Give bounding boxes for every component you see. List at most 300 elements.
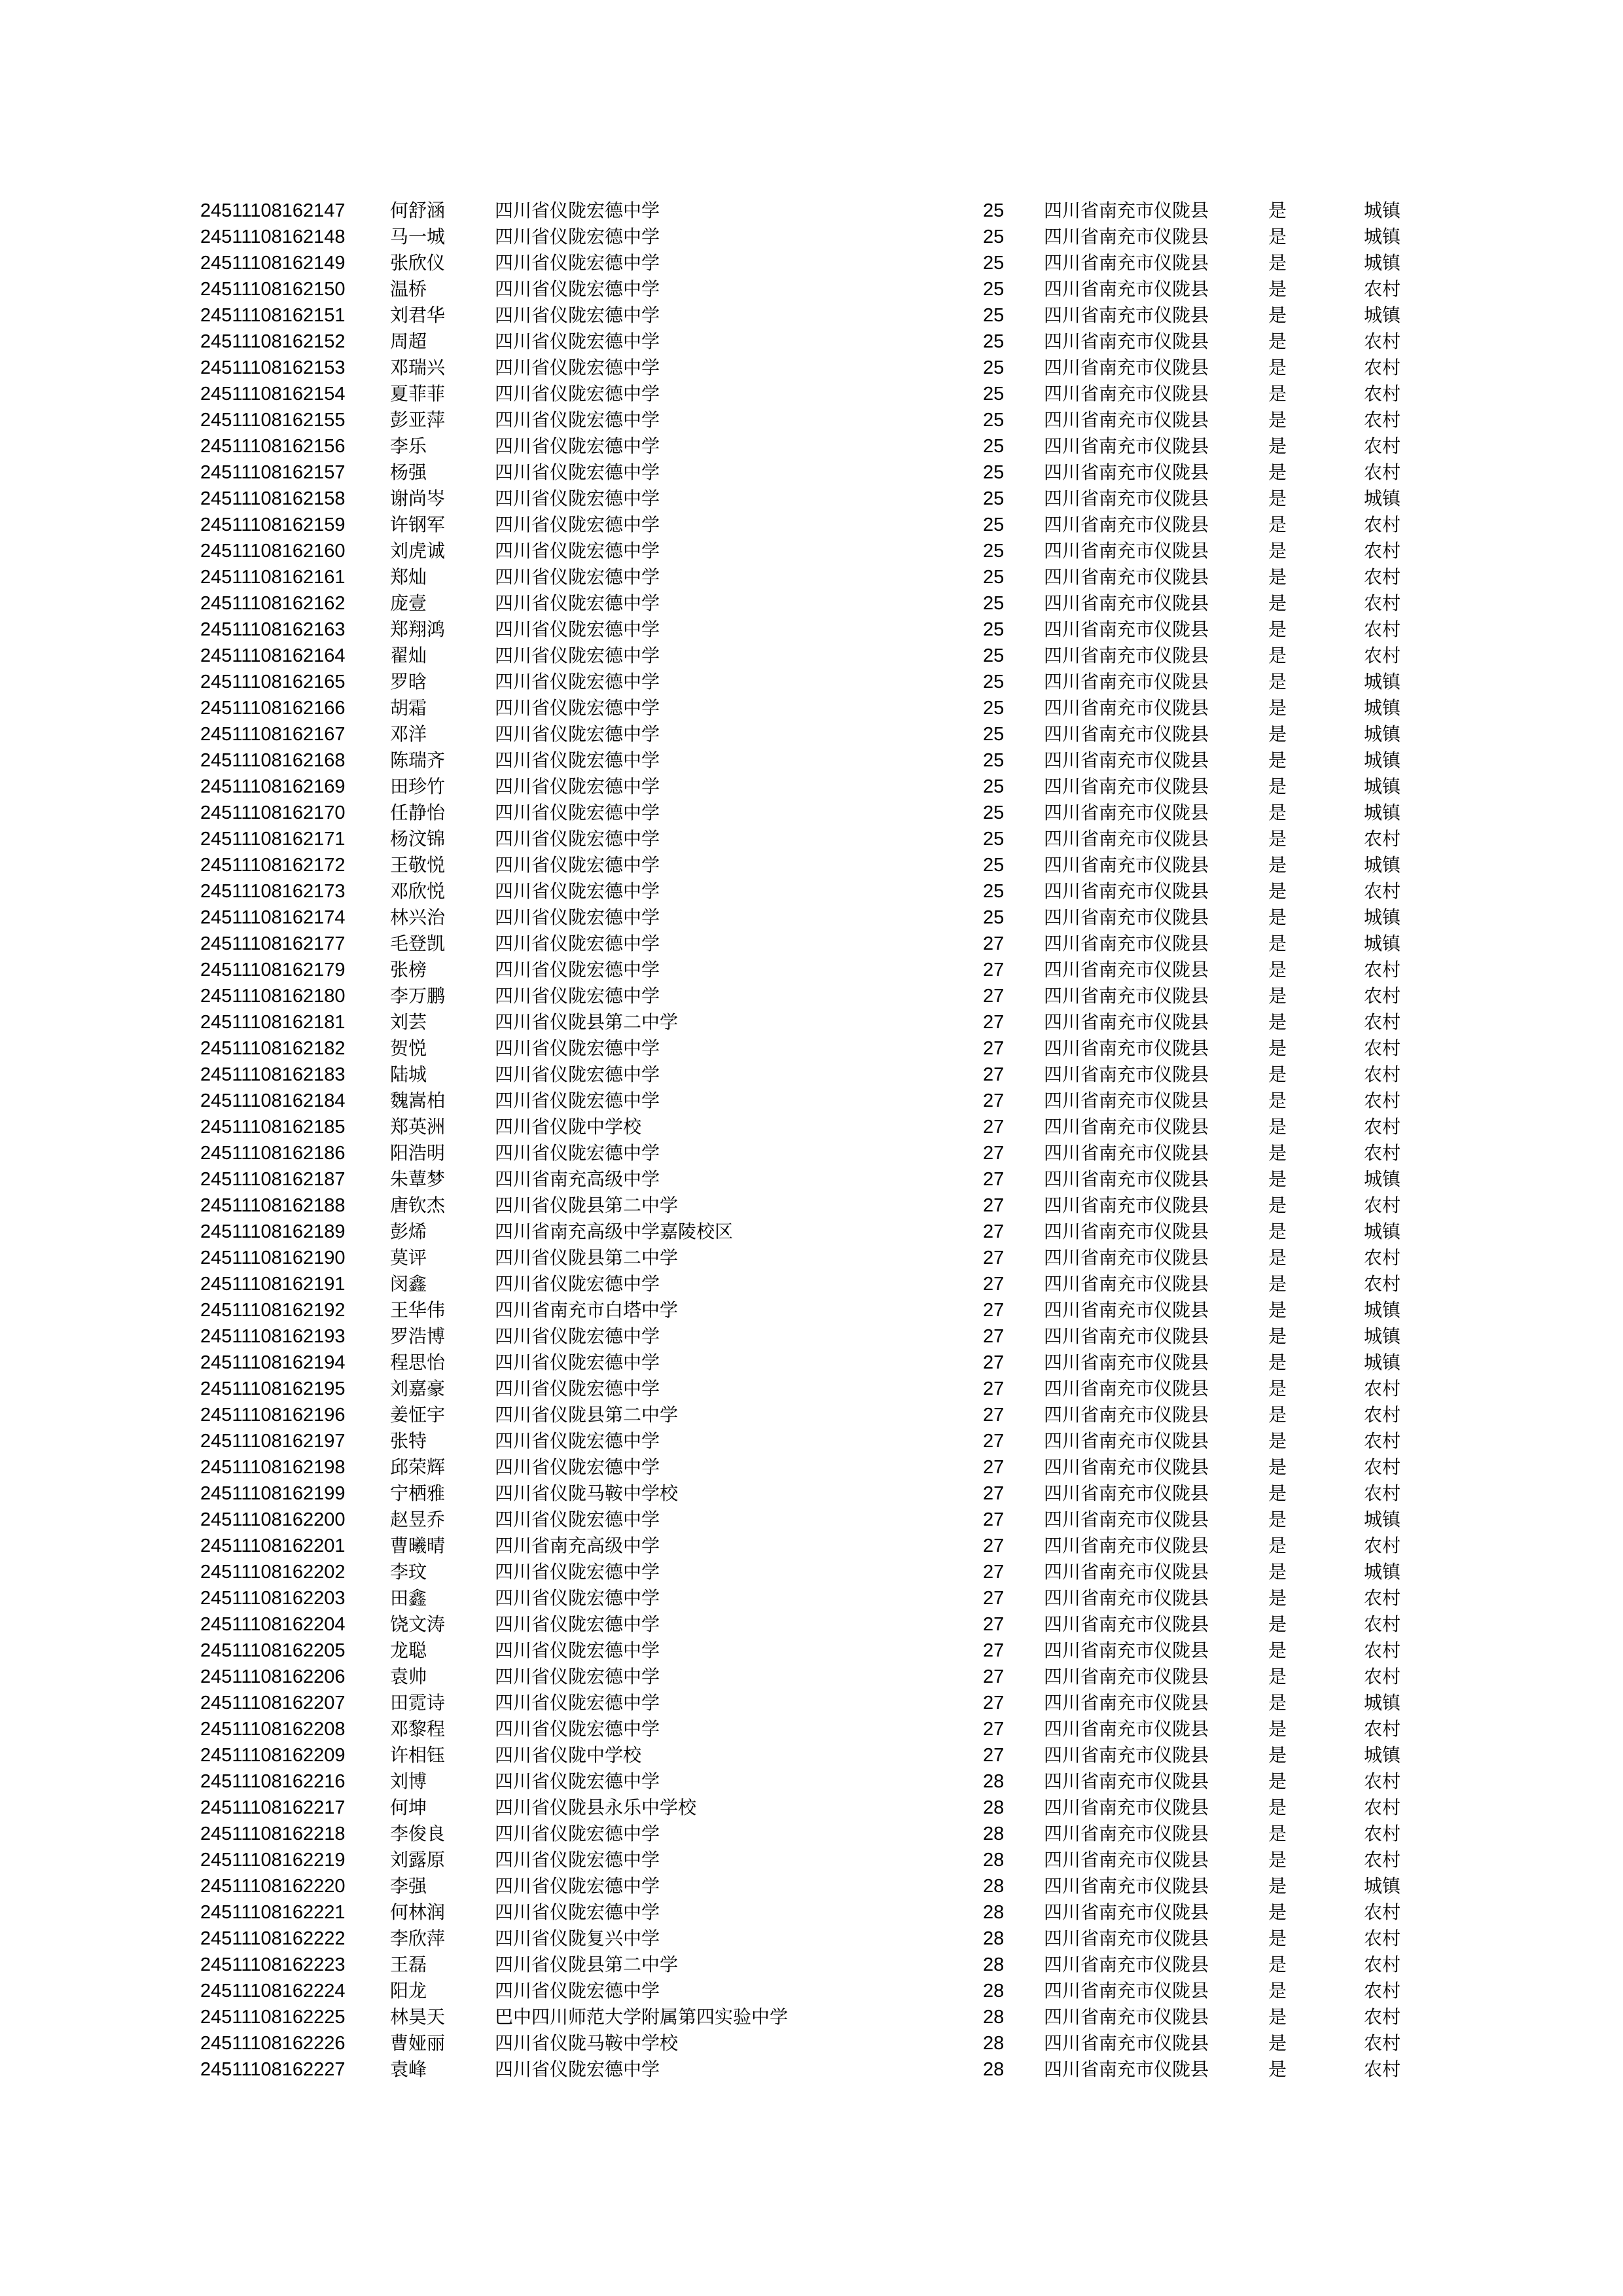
record-id: 24511108162221: [200, 1902, 346, 1923]
region-text: 四川省南充市仪陇县: [1044, 1980, 1209, 2001]
household-type: 城镇: [1364, 1325, 1401, 1347]
person-name: 刘君华: [390, 304, 446, 326]
score-value: 25: [983, 881, 1005, 902]
household-type: 农村: [1364, 959, 1401, 980]
person-name: 夏菲菲: [390, 383, 446, 404]
record-id: 24511108162149: [200, 253, 346, 274]
record-id: 24511108162219: [200, 1850, 346, 1871]
data-table: [0, 198, 1623, 2083]
table-row: [0, 1114, 1623, 1140]
household-type: 农村: [1364, 1849, 1401, 1871]
flag-text: 是: [1268, 278, 1287, 300]
record-id: 24511108162203: [200, 1588, 346, 1609]
person-name: 杨汶锦: [390, 828, 446, 850]
region-text: 四川省南充市仪陇县: [1044, 1168, 1209, 1190]
flag-text: 是: [1268, 1064, 1287, 1085]
flag-text: 是: [1268, 226, 1287, 247]
person-name: 曹娅丽: [390, 2032, 446, 2054]
table-row: [0, 721, 1623, 747]
record-id: 24511108162190: [200, 1247, 346, 1268]
region-text: 四川省南充市仪陇县: [1044, 383, 1209, 404]
household-type: 农村: [1364, 1718, 1401, 1740]
table-row: [0, 1795, 1623, 1821]
school-name: 四川省仪陇宏德中学: [495, 619, 660, 640]
record-id: 24511108162181: [200, 1012, 346, 1033]
household-type: 城镇: [1364, 854, 1401, 876]
region-text: 四川省南充市仪陇县: [1044, 1901, 1209, 1923]
record-id: 24511108162225: [200, 2007, 346, 2028]
person-name: 郑灿: [390, 566, 427, 588]
region-text: 四川省南充市仪陇县: [1044, 776, 1209, 797]
household-type: 城镇: [1364, 1561, 1401, 1583]
household-type: 城镇: [1364, 1352, 1401, 1373]
school-name: 四川省仪陇宏德中学: [495, 1352, 660, 1373]
record-id: 24511108162185: [200, 1117, 346, 1138]
person-name: 郑翔鸿: [390, 619, 446, 640]
flag-text: 是: [1268, 985, 1287, 1007]
region-text: 四川省南充市仪陇县: [1044, 906, 1209, 928]
school-name: 四川省仪陇复兴中学: [495, 1928, 660, 1949]
region-text: 四川省南充市仪陇县: [1044, 1378, 1209, 1399]
person-name: 饶文涛: [390, 1613, 446, 1635]
school-name: 四川省仪陇宏德中学: [495, 278, 660, 300]
person-name: 王华伟: [390, 1299, 446, 1321]
person-name: 刘嘉豪: [390, 1378, 446, 1399]
score-value: 27: [983, 1195, 1005, 1216]
score-value: 27: [983, 1221, 1005, 1242]
household-type: 农村: [1364, 1954, 1401, 1975]
score-value: 25: [983, 855, 1005, 876]
table-row: [0, 1768, 1623, 1795]
score-value: 25: [983, 462, 1005, 483]
household-type: 城镇: [1364, 1692, 1401, 1713]
person-name: 袁帅: [390, 1666, 427, 1687]
region-text: 四川省南充市仪陇县: [1044, 1744, 1209, 1766]
household-type: 农村: [1364, 1247, 1401, 1268]
flag-text: 是: [1268, 566, 1287, 588]
record-id: 24511108162200: [200, 1509, 346, 1530]
score-value: 27: [983, 1562, 1005, 1583]
region-text: 四川省南充市仪陇县: [1044, 1666, 1209, 1687]
table-row: [0, 905, 1623, 931]
table-row: [0, 355, 1623, 381]
school-name: 四川省仪陇马鞍中学校: [495, 1482, 679, 1504]
person-name: 庞壹: [390, 592, 427, 614]
flag-text: 是: [1268, 1090, 1287, 1111]
school-name: 四川省仪陇宏德中学: [495, 1770, 660, 1792]
region-text: 四川省南充市仪陇县: [1044, 1064, 1209, 1085]
flag-text: 是: [1268, 906, 1287, 928]
school-name: 四川省仪陇宏德中学: [495, 592, 660, 614]
table-row: [0, 1088, 1623, 1114]
flag-text: 是: [1268, 776, 1287, 797]
school-name: 四川省仪陇宏德中学: [495, 1273, 660, 1295]
record-id: 24511108162183: [200, 1064, 346, 1085]
table-row: [0, 2004, 1623, 2030]
person-name: 许钢军: [390, 514, 446, 535]
record-id: 24511108162179: [200, 960, 346, 980]
score-value: 28: [983, 1954, 1005, 1975]
person-name: 李玟: [390, 1561, 427, 1583]
table-row: [0, 2030, 1623, 2056]
household-type: 农村: [1364, 1456, 1401, 1478]
table-row: [0, 1664, 1623, 1690]
school-name: 四川省仪陇宏德中学: [495, 566, 660, 588]
person-name: 袁峰: [390, 2058, 427, 2080]
region-text: 四川省南充市仪陇县: [1044, 2006, 1209, 2028]
score-value: 25: [983, 226, 1005, 247]
record-id: 24511108162162: [200, 593, 346, 614]
person-name: 张欣仪: [390, 252, 446, 274]
record-id: 24511108162208: [200, 1719, 346, 1740]
person-name: 何林润: [390, 1901, 446, 1923]
person-name: 邓黎程: [390, 1718, 446, 1740]
region-text: 四川省南充市仪陇县: [1044, 1928, 1209, 1949]
flag-text: 是: [1268, 1037, 1287, 1059]
person-name: 邓瑞兴: [390, 357, 446, 378]
flag-text: 是: [1268, 488, 1287, 509]
school-name: 四川省仪陇宏德中学: [495, 2058, 660, 2080]
score-value: 27: [983, 1666, 1005, 1687]
region-text: 四川省南充市仪陇县: [1044, 749, 1209, 771]
score-value: 27: [983, 1012, 1005, 1033]
score-value: 25: [983, 541, 1005, 562]
flag-text: 是: [1268, 645, 1287, 666]
score-value: 25: [983, 776, 1005, 797]
person-name: 闵鑫: [390, 1273, 427, 1295]
flag-text: 是: [1268, 671, 1287, 692]
table-row: [0, 459, 1623, 486]
school-name: 四川省仪陇宏德中学: [495, 1640, 660, 1661]
score-value: 27: [983, 1064, 1005, 1085]
score-value: 27: [983, 1431, 1005, 1452]
household-type: 城镇: [1364, 933, 1401, 954]
region-text: 四川省南充市仪陇县: [1044, 409, 1209, 431]
region-text: 四川省南充市仪陇县: [1044, 933, 1209, 954]
flag-text: 是: [1268, 1273, 1287, 1295]
table-row: [0, 1926, 1623, 1952]
record-id: 24511108162169: [200, 776, 346, 797]
household-type: 农村: [1364, 1404, 1401, 1426]
record-id: 24511108162227: [200, 2059, 346, 2080]
table-row: [0, 1742, 1623, 1768]
table-row: [0, 302, 1623, 329]
table-row: [0, 1062, 1623, 1088]
household-type: 农村: [1364, 2058, 1401, 2080]
person-name: 龙聪: [390, 1640, 427, 1661]
household-type: 农村: [1364, 1378, 1401, 1399]
person-name: 刘虎诚: [390, 540, 446, 562]
flag-text: 是: [1268, 1352, 1287, 1373]
table-row: [0, 2056, 1623, 2083]
table-row: [0, 407, 1623, 433]
score-value: 27: [983, 1719, 1005, 1740]
school-name: 四川省仪陇宏德中学: [495, 1587, 660, 1609]
school-name: 四川省仪陇宏德中学: [495, 435, 660, 457]
person-name: 王磊: [390, 1954, 427, 1975]
school-name: 四川省仪陇宏德中学: [495, 645, 660, 666]
household-type: 农村: [1364, 1640, 1401, 1661]
household-type: 农村: [1364, 1901, 1401, 1923]
record-id: 24511108162202: [200, 1562, 346, 1583]
record-id: 24511108162168: [200, 750, 346, 771]
flag-text: 是: [1268, 1744, 1287, 1766]
record-id: 24511108162151: [200, 305, 346, 326]
region-text: 四川省南充市仪陇县: [1044, 1587, 1209, 1609]
record-id: 24511108162152: [200, 331, 346, 352]
household-type: 农村: [1364, 1273, 1401, 1295]
school-name: 四川省仪陇宏德中学: [495, 802, 660, 823]
record-id: 24511108162167: [200, 724, 346, 745]
flag-text: 是: [1268, 1613, 1287, 1635]
table-row: [0, 800, 1623, 826]
person-name: 罗浩博: [390, 1325, 446, 1347]
table-row: [0, 774, 1623, 800]
record-id: 24511108162191: [200, 1274, 346, 1295]
score-value: 25: [983, 619, 1005, 640]
flag-text: 是: [1268, 1928, 1287, 1949]
flag-text: 是: [1268, 1325, 1287, 1347]
score-value: 27: [983, 1405, 1005, 1426]
region-text: 四川省南充市仪陇县: [1044, 1116, 1209, 1138]
table-row: [0, 276, 1623, 302]
flag-text: 是: [1268, 1587, 1287, 1609]
region-text: 四川省南充市仪陇县: [1044, 1273, 1209, 1295]
household-type: 农村: [1364, 1064, 1401, 1085]
person-name: 毛登凯: [390, 933, 446, 954]
household-type: 农村: [1364, 383, 1401, 404]
score-value: 25: [983, 724, 1005, 745]
school-name: 四川省仪陇宏德中学: [495, 749, 660, 771]
table-row: [0, 250, 1623, 276]
table-row: [0, 1009, 1623, 1035]
household-type: 农村: [1364, 2032, 1401, 2054]
person-name: 邓欣悦: [390, 880, 446, 902]
school-name: 四川省仪陇宏德中学: [495, 906, 660, 928]
region-text: 四川省南充市仪陇县: [1044, 1875, 1209, 1897]
person-name: 邱荣辉: [390, 1456, 446, 1478]
household-type: 农村: [1364, 435, 1401, 457]
person-name: 程思怡: [390, 1352, 446, 1373]
flag-text: 是: [1268, 828, 1287, 850]
record-id: 24511108162189: [200, 1221, 346, 1242]
school-name: 四川省仪陇宏德中学: [495, 697, 660, 719]
flag-text: 是: [1268, 331, 1287, 352]
person-name: 唐钦杰: [390, 1194, 446, 1216]
record-id: 24511108162159: [200, 514, 346, 535]
table-row: [0, 669, 1623, 695]
table-row: [0, 1140, 1623, 1166]
flag-text: 是: [1268, 409, 1287, 431]
region-text: 四川省南充市仪陇县: [1044, 619, 1209, 640]
household-type: 农村: [1364, 985, 1401, 1007]
flag-text: 是: [1268, 304, 1287, 326]
flag-text: 是: [1268, 1194, 1287, 1216]
household-type: 农村: [1364, 1116, 1401, 1138]
record-id: 24511108162206: [200, 1666, 346, 1687]
table-row: [0, 564, 1623, 590]
score-value: 27: [983, 1483, 1005, 1504]
record-id: 24511108162224: [200, 1981, 346, 2001]
household-type: 城镇: [1364, 488, 1401, 509]
score-value: 27: [983, 986, 1005, 1007]
score-value: 27: [983, 1247, 1005, 1268]
record-id: 24511108162188: [200, 1195, 346, 1216]
table-row: [0, 1585, 1623, 1611]
region-text: 四川省南充市仪陇县: [1044, 1430, 1209, 1452]
school-name: 四川省仪陇宏德中学: [495, 1980, 660, 2001]
score-value: 28: [983, 1902, 1005, 1923]
flag-text: 是: [1268, 200, 1287, 221]
region-text: 四川省南充市仪陇县: [1044, 540, 1209, 562]
score-value: 27: [983, 960, 1005, 980]
record-id: 24511108162199: [200, 1483, 346, 1504]
region-text: 四川省南充市仪陇县: [1044, 1194, 1209, 1216]
person-name: 周超: [390, 331, 427, 352]
score-value: 28: [983, 1928, 1005, 1949]
household-type: 城镇: [1364, 1221, 1401, 1242]
region-text: 四川省南充市仪陇县: [1044, 2058, 1209, 2080]
table-row: [0, 538, 1623, 564]
household-type: 城镇: [1364, 1168, 1401, 1190]
record-id: 24511108162158: [200, 488, 346, 509]
region-text: 四川省南充市仪陇县: [1044, 1770, 1209, 1792]
score-value: 27: [983, 1038, 1005, 1059]
school-name: 四川省仪陇宏德中学: [495, 1692, 660, 1713]
household-type: 城镇: [1364, 749, 1401, 771]
score-value: 25: [983, 907, 1005, 928]
score-value: 28: [983, 1981, 1005, 2001]
record-id: 24511108162172: [200, 855, 346, 876]
flag-text: 是: [1268, 1509, 1287, 1530]
region-text: 四川省南充市仪陇县: [1044, 880, 1209, 902]
school-name: 四川省仪陇中学校: [495, 1744, 642, 1766]
person-name: 谢尚岑: [390, 488, 446, 509]
record-id: 24511108162207: [200, 1693, 346, 1713]
school-name: 四川省仪陇宏德中学: [495, 1090, 660, 1111]
region-text: 四川省南充市仪陇县: [1044, 1325, 1209, 1347]
flag-text: 是: [1268, 1378, 1287, 1399]
flag-text: 是: [1268, 1535, 1287, 1556]
score-value: 27: [983, 1090, 1005, 1111]
record-id: 24511108162187: [200, 1169, 346, 1190]
score-value: 28: [983, 2033, 1005, 2054]
household-type: 城镇: [1364, 252, 1401, 274]
household-type: 农村: [1364, 1613, 1401, 1635]
person-name: 马一城: [390, 226, 446, 247]
region-text: 四川省南充市仪陇县: [1044, 697, 1209, 719]
school-name: 四川省仪陇宏德中学: [495, 461, 660, 483]
table-row: [0, 1428, 1623, 1454]
region-text: 四川省南充市仪陇县: [1044, 1142, 1209, 1164]
score-value: 28: [983, 1823, 1005, 1844]
flag-text: 是: [1268, 592, 1287, 614]
region-text: 四川省南充市仪陇县: [1044, 959, 1209, 980]
record-id: 24511108162150: [200, 279, 346, 300]
record-id: 24511108162222: [200, 1928, 346, 1949]
school-name: 四川省仪陇宏德中学: [495, 357, 660, 378]
person-name: 陈瑞齐: [390, 749, 446, 771]
region-text: 四川省南充市仪陇县: [1044, 723, 1209, 745]
school-name: 四川省仪陇宏德中学: [495, 488, 660, 509]
person-name: 李欣萍: [390, 1928, 446, 1949]
region-text: 四川省南充市仪陇县: [1044, 2032, 1209, 2054]
flag-text: 是: [1268, 802, 1287, 823]
record-id: 24511108162198: [200, 1457, 346, 1478]
person-name: 何坤: [390, 1797, 427, 1818]
flag-text: 是: [1268, 252, 1287, 274]
table-row: [0, 1611, 1623, 1638]
flag-text: 是: [1268, 357, 1287, 378]
table-row: [0, 931, 1623, 957]
record-id: 24511108162164: [200, 645, 346, 666]
school-name: 四川省仪陇宏德中学: [495, 409, 660, 431]
person-name: 刘芸: [390, 1011, 427, 1033]
household-type: 农村: [1364, 461, 1401, 483]
school-name: 巴中四川师范大学附属第四实验中学: [495, 2006, 789, 2028]
record-id: 24511108162184: [200, 1090, 346, 1111]
score-value: 25: [983, 698, 1005, 719]
table-row: [0, 983, 1623, 1009]
score-value: 25: [983, 253, 1005, 274]
person-name: 曹曦晴: [390, 1535, 446, 1556]
score-value: 25: [983, 305, 1005, 326]
school-name: 四川省仪陇宏德中学: [495, 1849, 660, 1871]
table-row: [0, 1297, 1623, 1323]
region-text: 四川省南充市仪陇县: [1044, 1718, 1209, 1740]
household-type: 农村: [1364, 1928, 1401, 1949]
score-value: 27: [983, 1640, 1005, 1661]
household-type: 城镇: [1364, 226, 1401, 247]
school-name: 四川省仪陇县第二中学: [495, 1011, 679, 1033]
region-text: 四川省南充市仪陇县: [1044, 1456, 1209, 1478]
school-name: 四川省仪陇宏德中学: [495, 1718, 660, 1740]
table-row: [0, 643, 1623, 669]
region-text: 四川省南充市仪陇县: [1044, 828, 1209, 850]
score-value: 27: [983, 1614, 1005, 1635]
region-text: 四川省南充市仪陇县: [1044, 488, 1209, 509]
school-name: 四川省仪陇宏德中学: [495, 854, 660, 876]
flag-text: 是: [1268, 1482, 1287, 1504]
person-name: 何舒涵: [390, 200, 446, 221]
school-name: 四川省仪陇县第二中学: [495, 1404, 679, 1426]
person-name: 阳龙: [390, 1980, 427, 2001]
region-text: 四川省南充市仪陇县: [1044, 1482, 1209, 1504]
record-id: 24511108162153: [200, 357, 346, 378]
household-type: 农村: [1364, 1587, 1401, 1609]
table-row: [0, 826, 1623, 852]
person-name: 邓洋: [390, 723, 427, 745]
person-name: 陆城: [390, 1064, 427, 1085]
household-type: 城镇: [1364, 1875, 1401, 1897]
record-id: 24511108162165: [200, 672, 346, 692]
school-name: 四川省仪陇宏德中学: [495, 1378, 660, 1399]
table-row: [0, 1219, 1623, 1245]
record-id: 24511108162170: [200, 802, 346, 823]
table-row: [0, 878, 1623, 905]
household-type: 农村: [1364, 566, 1401, 588]
record-id: 24511108162197: [200, 1431, 346, 1452]
table-row: [0, 1847, 1623, 1873]
school-name: 四川省仪陇宏德中学: [495, 1509, 660, 1530]
flag-text: 是: [1268, 697, 1287, 719]
region-text: 四川省南充市仪陇县: [1044, 461, 1209, 483]
table-row: [0, 1716, 1623, 1742]
table-row: [0, 1035, 1623, 1062]
record-id: 24511108162156: [200, 436, 346, 457]
person-name: 赵昱乔: [390, 1509, 446, 1530]
flag-text: 是: [1268, 1692, 1287, 1713]
